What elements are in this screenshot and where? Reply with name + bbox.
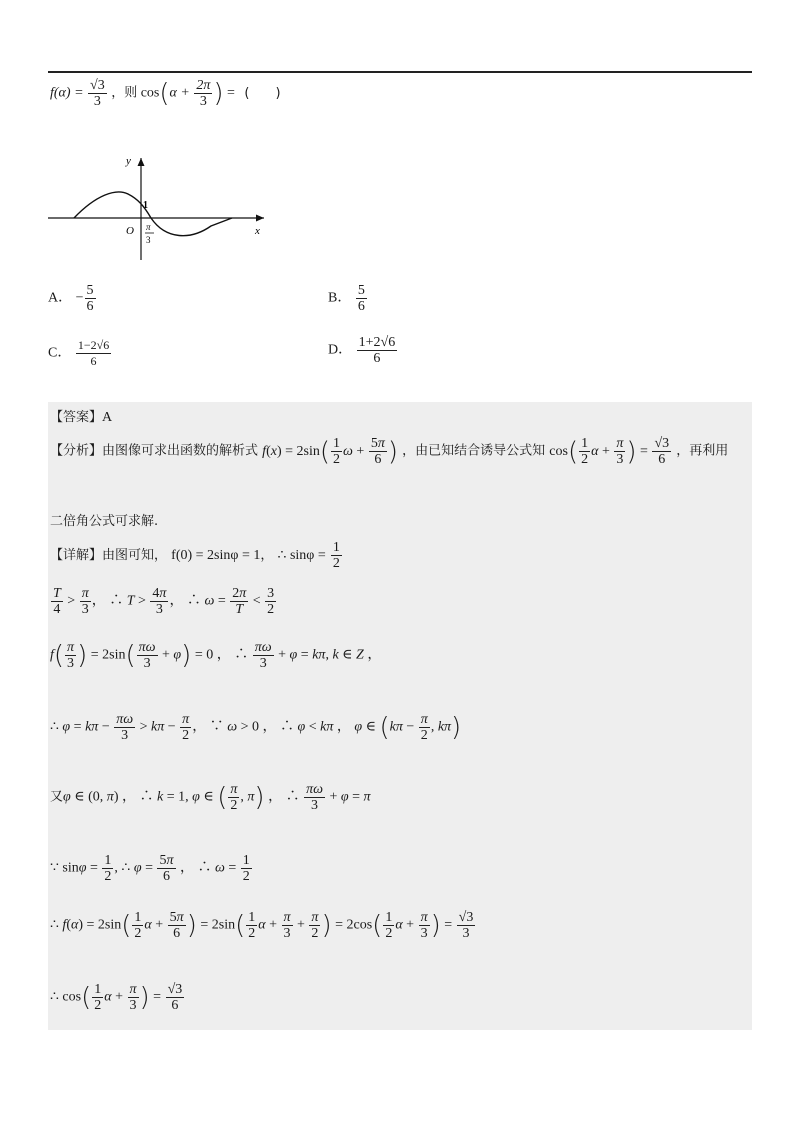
two-pi-over-3: $\frac{2\pi}{3}$: [196, 78, 211, 109]
f-alpha-lhs: f(α) =: [50, 85, 84, 101]
x-axis-arrow: [256, 215, 264, 222]
analysis-line-2: 二倍角公式可求解.: [50, 514, 159, 529]
option-b[interactable]: B． $\frac{5}{6}$: [328, 283, 365, 314]
one-label: 1: [143, 200, 148, 211]
top-rule: [48, 71, 752, 73]
sine-curve: [74, 192, 232, 236]
option-c[interactable]: C． $\frac{1-2√6}{6}$: [48, 338, 110, 368]
analysis-line: 【分析】由图像可求出函数的解析式 f(x) = 2sin( $\frac{1}{2}$ ω + $\frac{5\pi}{6}$ ) ，由已知结合诱导公式知 cos( $\frac{1}{2}$ α + $\frac{\pi}{3}$ ) = $\frac{√3}{6}$ ，再利用: [50, 436, 729, 467]
pi-den: 3: [146, 235, 151, 245]
answer-blank: ( ): [244, 85, 281, 101]
option-a[interactable]: A． − $\frac{5}{6}$: [48, 283, 94, 314]
detail-line-7: ∴ f(α) = 2sin( $\frac{1}{2}$ α + $\frac{5\pi}{6}$ ) = 2sin( $\frac{1}{2}$ α + $\frac{\pi}{3}$ + $\frac{\pi}{2}$ ) = 2cos( $\frac{1}{2}$ α + $\frac{\pi}{3}$ ) = $\frac{√3}{3}$: [50, 910, 474, 941]
then-text: ，则: [111, 85, 138, 101]
pi-num: π: [146, 222, 151, 232]
answer-line: 【答案】A: [50, 410, 113, 425]
option-d[interactable]: D． $\frac{1+2√6}{6}$: [328, 335, 396, 366]
cos-text: cos: [140, 85, 160, 101]
question-line: f(α) = $\frac{√3}{3}$ ，则 cos(α + $\frac{2\pi}{3}$ ) = ( ): [50, 78, 281, 109]
detail-line-3: f( $\frac{\pi}{3}$ ) = 2sin( $\frac{\pi\omega}{3}$ + φ) = 0 ， ∴ $\frac{\pi\omega}{3}$ + φ = kπ, k ∈ Z ，: [50, 640, 382, 671]
y-label: y: [126, 155, 131, 167]
sine-graph: [46, 150, 276, 270]
answer-value: A: [102, 410, 113, 425]
detail-line-2: $\frac{T}{4}$ > $\frac{\pi}{3}$ ， ∴ T > $\frac{4\pi}{3}$ ， ∴ ω = $\frac{2\pi}{T}$ < $\frac{3}{2}$: [53, 586, 275, 617]
y-axis-arrow: [138, 158, 145, 166]
detail-line-5: 又φ ∈ (0, π) ， ∴ k = 1, φ ∈ ( $\frac{\pi}{2}$ , π) ， ∴ $\frac{\pi\omega}{3}$ + φ = π: [50, 782, 371, 813]
detail-line-1: 【详解】由图可知， f(0) = 2sinφ = 1， ∴ sinφ = $\frac{1}{2}$: [50, 540, 340, 571]
x-label: x: [255, 225, 260, 237]
detail-line-8: ∴ cos( $\frac{1}{2}$ α + $\frac{\pi}{3}$ ) = $\frac{√3}{6}$: [50, 982, 183, 1013]
origin-label: O: [126, 225, 134, 237]
detail-line-6: ∵ sinφ = $\frac{1}{2}$ , ∴ φ = $\frac{5\pi}{6}$ ， ∴ ω = $\frac{1}{2}$: [50, 853, 250, 884]
detail-line-4: ∴ φ = kπ − $\frac{\pi\omega}{3}$ > kπ − $\frac{\pi}{2}$ ， ∵ ω > 0 ， ∴ φ < kπ ， φ ∈ (kπ − $\frac{\pi}{2}$ , kπ): [50, 712, 462, 743]
sqrt3-over-3: $\frac{√3}{3}$: [90, 78, 105, 109]
